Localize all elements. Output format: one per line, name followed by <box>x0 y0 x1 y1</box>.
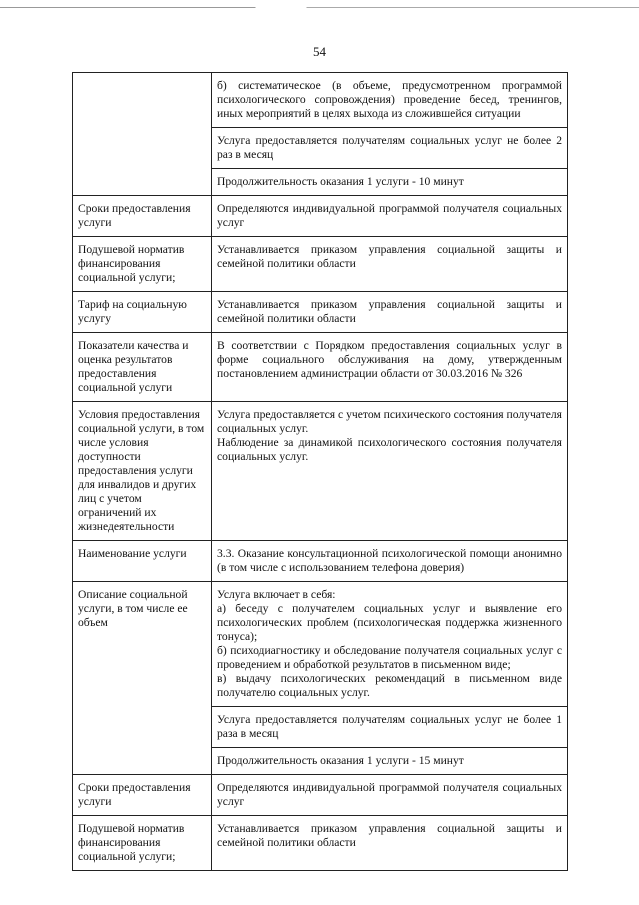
scan-artifact-line <box>0 7 639 8</box>
paragraph: Наблюдение за динамикой психологического состояния получателя социальных услуг. <box>217 436 562 463</box>
table-row <box>73 333 568 402</box>
paragraph: Услуга предоставляется с учетом психического состояния получателя социальных услуг. <box>217 408 562 435</box>
table-row <box>73 402 568 541</box>
row-label-cell <box>73 73 212 196</box>
row-content-cell: Продолжительность оказания 1 услуги - 15 минут <box>212 748 568 775</box>
row-label-cell: Наименование услуги <box>73 541 212 582</box>
row-content-cell: Устанавливается приказом управления социальной защиты и семейной политики области <box>212 816 568 871</box>
row-label-cell: Сроки предоставления услуги <box>73 775 212 816</box>
row-content-cell <box>212 402 568 541</box>
table-row <box>73 541 568 582</box>
page-number: 54 <box>313 44 326 59</box>
row-label-cell: Тариф на социальную услугу <box>73 292 212 333</box>
paragraph: а) беседу с получателем социальных услуг и выявление его психологических проблем (психологическая поддержка жизненного тонуса); <box>217 602 562 643</box>
paragraph: Услуга включает в себя: <box>217 588 336 601</box>
table-row <box>73 292 568 333</box>
table-row <box>73 73 568 128</box>
row-label-cell: Подушевой норматив финансирования социальной услуги; <box>73 816 212 871</box>
row-label-cell: Сроки предоставления услуги <box>73 196 212 237</box>
table-row <box>73 582 568 707</box>
row-content-cell: Устанавливается приказом управления социальной защиты и семейной политики области <box>212 292 568 333</box>
row-label-cell: Показатели качества и оценка результатов предоставления социальной услуги <box>73 333 212 402</box>
table-row <box>73 237 568 292</box>
row-content-cell <box>212 582 568 707</box>
row-label-cell: Описание социальной услуги, в том числе ее объем <box>73 582 212 775</box>
row-content-cell: Определяются индивидуальной программой получателя социальных услуг <box>212 775 568 816</box>
table-row <box>73 196 568 237</box>
table-row <box>73 816 568 871</box>
row-content-cell: Продолжительность оказания 1 услуги - 10 минут <box>212 169 568 196</box>
services-table <box>72 72 568 871</box>
paragraph: в) выдачу психологических рекомендаций в письменном виде получателю социальных услуг. <box>217 672 562 699</box>
row-label-cell: Условия предоставления социальной услуги, в том числе условия доступности предоставления услуги для инвалидов и других лиц с учетом ограничений их жизнедеятельности <box>73 402 212 541</box>
row-content-cell: Устанавливается приказом управления социальной защиты и семейной политики области <box>212 237 568 292</box>
row-content-cell: Услуга предоставляется получателям социальных услуг не более 2 раз в месяц <box>212 128 568 169</box>
row-content-cell: б) систематическое (в объеме, предусмотренном программой психологического сопровождения) проведение бесед, тренингов, иных мероприятий в целях выхода из сложившейся ситуации <box>212 73 568 128</box>
row-label-cell: Подушевой норматив финансирования социальной услуги; <box>73 237 212 292</box>
paragraph: б) психодиагностику и обследование получателя социальных услуг с проведением и обработкой результатов в письменном виде; <box>217 644 562 671</box>
row-content-cell: Услуга предоставляется получателям социальных услуг не более 1 раза в месяц <box>212 707 568 748</box>
table-row <box>73 775 568 816</box>
row-content-cell: В соответствии с Порядком предоставления социальных услуг в форме социального обслуживания на дому, утвержденным постановлением администрации области от 30.03.2016 № 326 <box>212 333 568 402</box>
row-content-cell: 3.3. Оказание консультационной психологической помощи анонимно (в том числе с использованием телефона доверия) <box>212 541 568 582</box>
row-content-cell: Определяются индивидуальной программой получателя социальных услуг <box>212 196 568 237</box>
